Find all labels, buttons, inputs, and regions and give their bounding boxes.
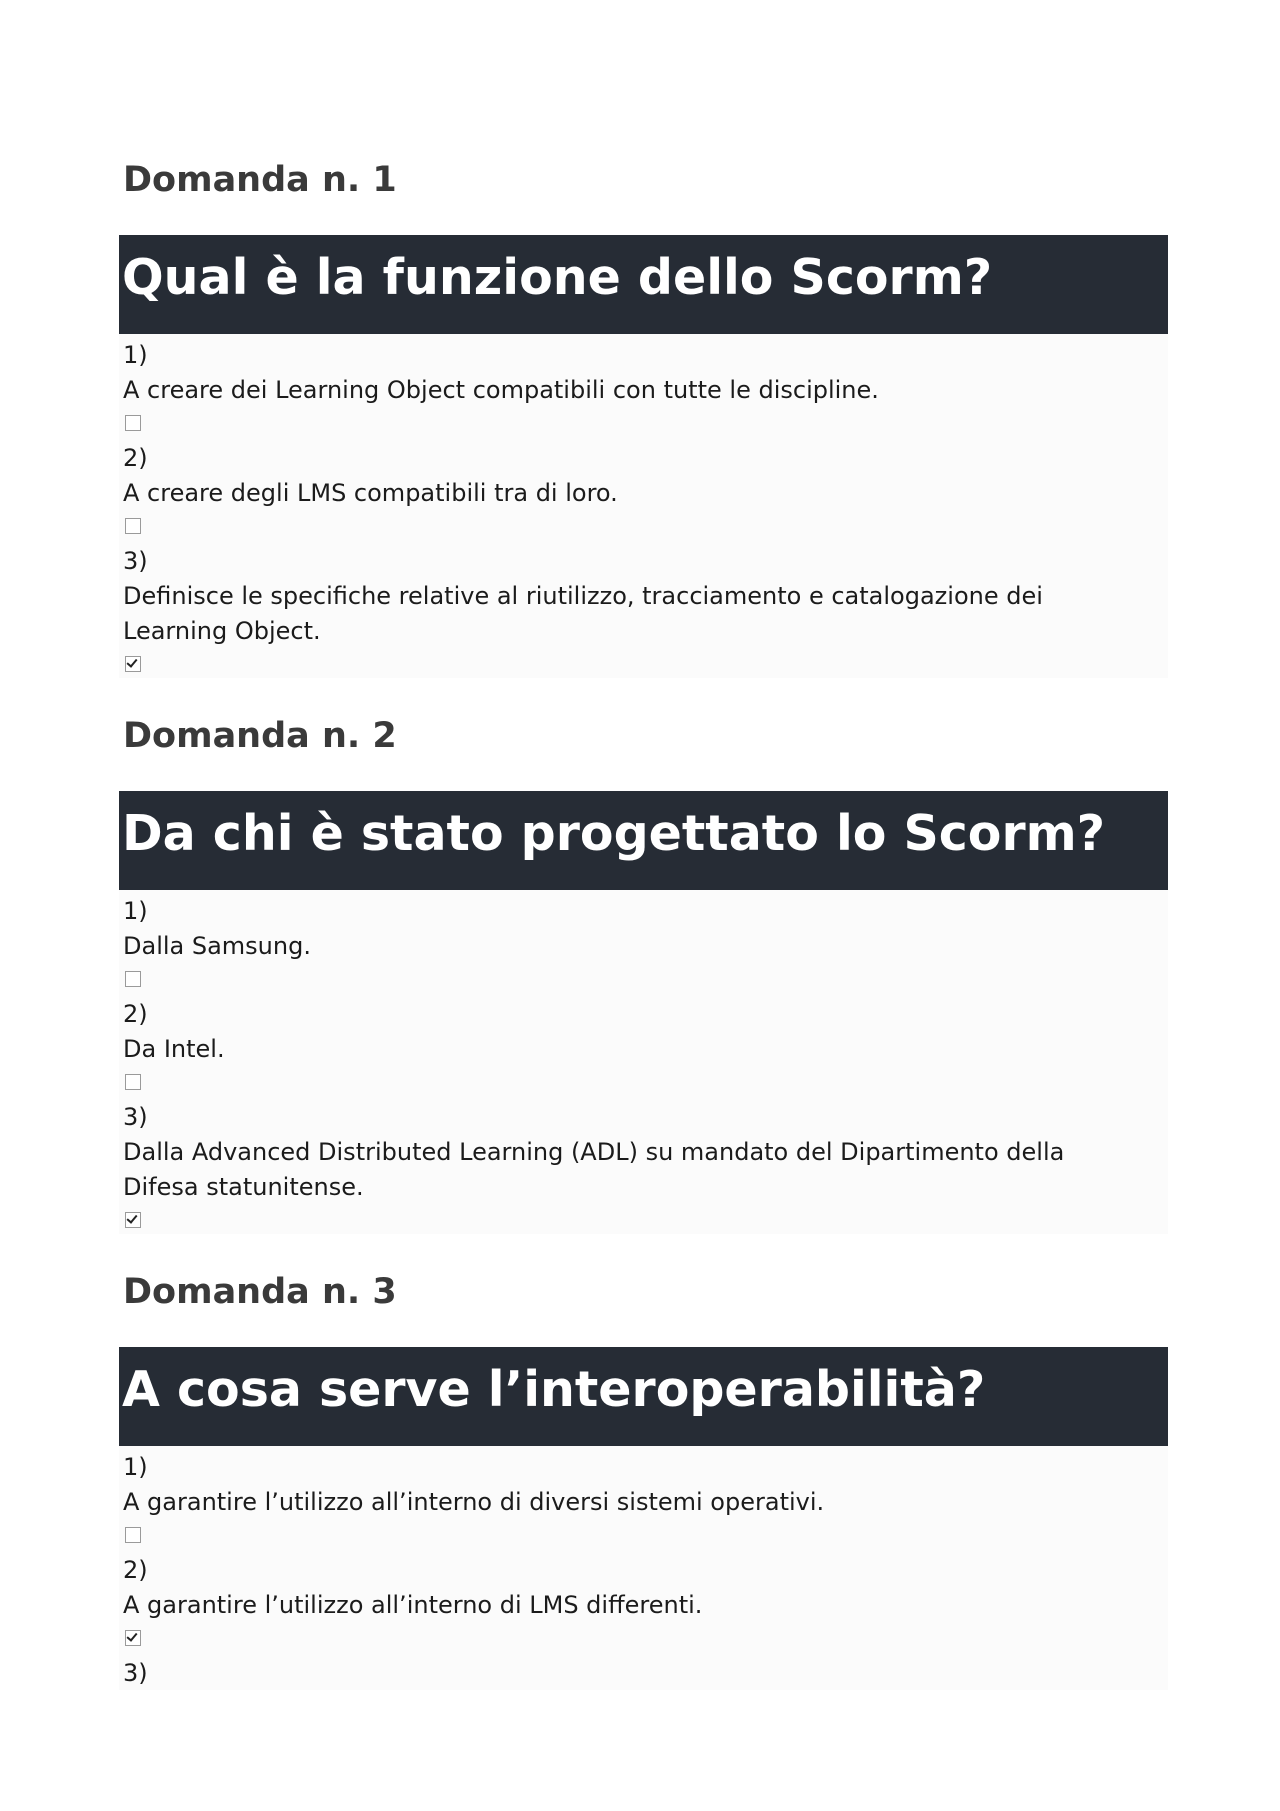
answer-list	[119, 334, 1168, 678]
answer-option	[123, 338, 1168, 431]
option-text: A creare dei Learning Object compatibili con tutte le discipline.	[123, 376, 879, 404]
option-number: 1)	[123, 897, 148, 925]
option-number: 2)	[123, 1556, 148, 1584]
option-number: 1)	[123, 341, 148, 369]
option-text: Definisce le specifiche relative al riutilizzo, tracciamento e catalogazione dei Learning Object.	[123, 582, 1043, 645]
answer-list	[119, 1446, 1168, 1690]
option-checkbox[interactable]	[125, 518, 141, 534]
question-title: Qual è la funzione dello Scorm?	[119, 235, 1168, 334]
answer-option	[123, 894, 1168, 987]
option-text: A creare degli LMS compatibili tra di loro.	[123, 479, 618, 507]
question-label: Domanda n. 3	[123, 1272, 397, 1312]
question-title: A cosa serve l’interoperabilità?	[119, 1347, 1168, 1446]
answer-option	[123, 441, 1168, 534]
option-checkbox[interactable]	[125, 1074, 141, 1090]
option-number: 3)	[123, 1659, 148, 1687]
option-checkbox[interactable]	[125, 1527, 141, 1543]
option-number: 3)	[123, 1103, 148, 1131]
answer-option	[123, 544, 1168, 672]
option-checkbox[interactable]	[125, 1212, 141, 1228]
option-number: 1)	[123, 1453, 148, 1481]
option-checkbox[interactable]	[125, 656, 141, 672]
option-text: Da Intel.	[123, 1035, 225, 1063]
option-text: Dalla Samsung.	[123, 932, 311, 960]
question-label: Domanda n. 1	[123, 160, 397, 200]
answer-option	[123, 1553, 1168, 1646]
option-number: 2)	[123, 444, 148, 472]
option-checkbox[interactable]	[125, 971, 141, 987]
question-label: Domanda n. 2	[123, 716, 397, 756]
option-number: 3)	[123, 547, 148, 575]
option-checkbox[interactable]	[125, 415, 141, 431]
option-checkbox[interactable]	[125, 1630, 141, 1646]
option-text: Dalla Advanced Distributed Learning (ADL) su mandato del Dipartimento della Difesa statunitense.	[123, 1138, 1065, 1201]
question-title: Da chi è stato progettato lo Scorm?	[119, 791, 1168, 890]
answer-option	[123, 997, 1168, 1090]
answer-option	[123, 1450, 1168, 1543]
option-text: A garantire l’utilizzo all’interno di LMS differenti.	[123, 1591, 703, 1619]
option-text: A garantire l’utilizzo all’interno di diversi sistemi operativi.	[123, 1488, 825, 1516]
option-number: 2)	[123, 1000, 148, 1028]
answer-list	[119, 890, 1168, 1234]
answer-option	[123, 1100, 1168, 1228]
answer-option	[123, 1656, 1168, 1691]
